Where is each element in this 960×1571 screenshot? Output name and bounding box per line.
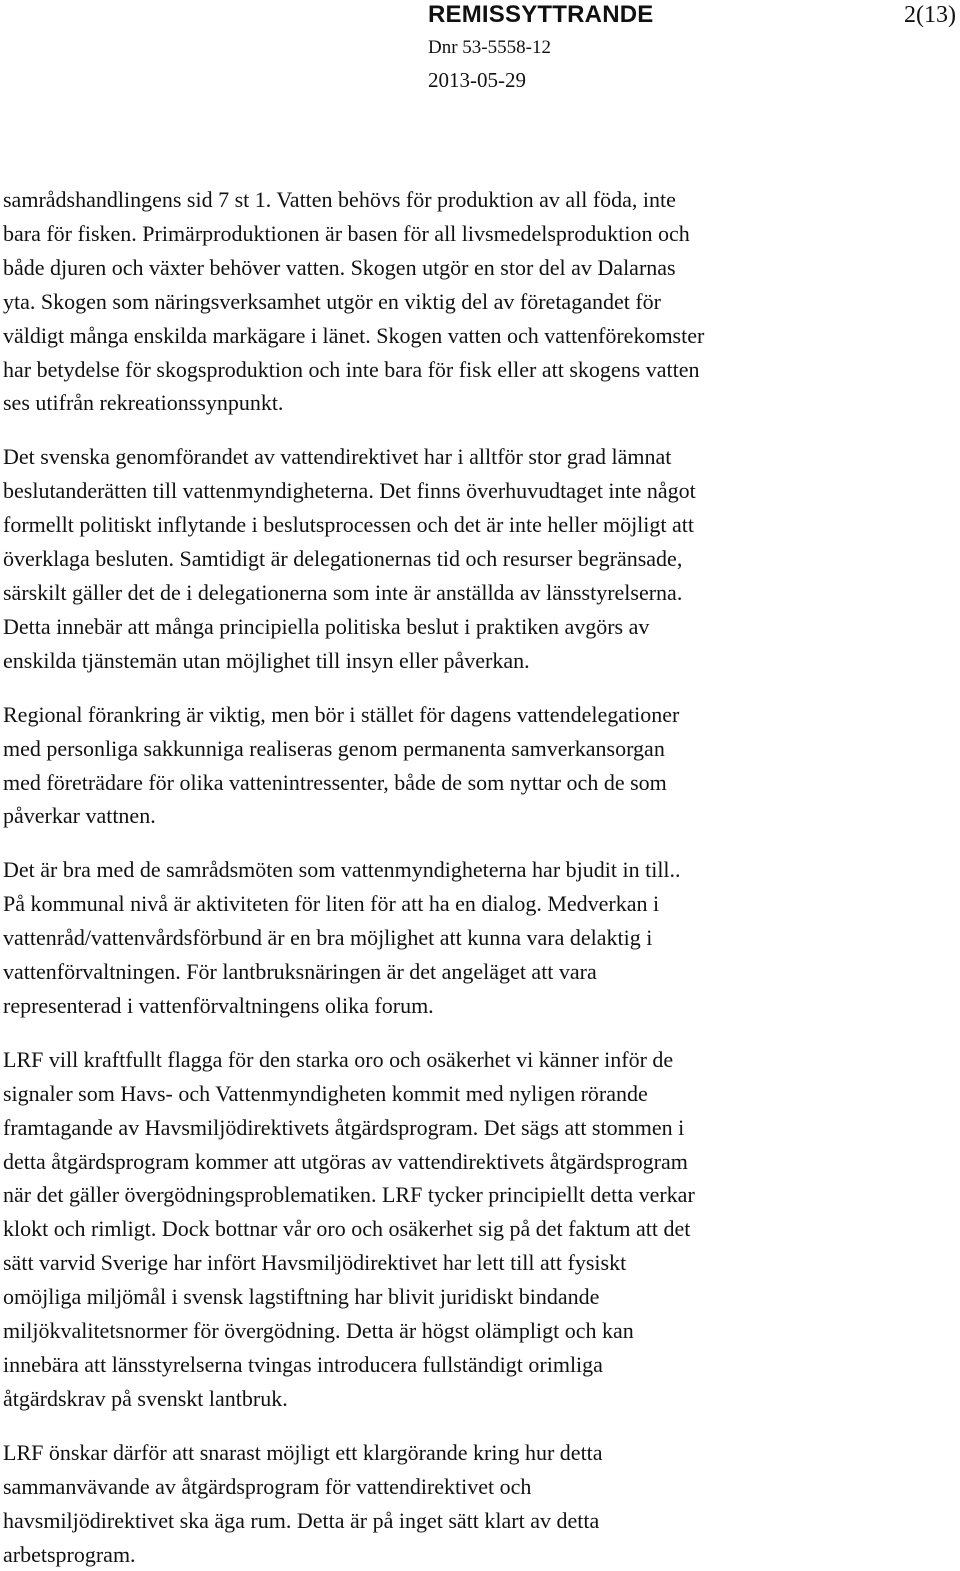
paragraph-line: miljökvalitetsnormer för övergödning. Detta är högst olämpligt och kan	[3, 1318, 634, 1344]
paragraph-line: vattenförvaltningen. För lantbruksnäringen är det angeläget att vara	[3, 959, 597, 985]
paragraph-line: sätt varvid Sverige har infört Havsmiljödirektivet har lett till att fysiskt	[3, 1250, 627, 1276]
body-paragraph	[3, 183, 955, 420]
paragraph-line: överklaga besluten. Samtidigt är delegationernas tid och resurser begränsade,	[3, 546, 683, 572]
body-paragraph	[3, 440, 955, 677]
paragraph-line: beslutanderätten till vattenmyndigheterna. Det finns överhuvudtaget inte något	[3, 478, 696, 504]
paragraph-line: vattenråd/vattenvårdsförbund är en bra möjlighet att kunna vara delaktig i	[3, 925, 653, 951]
paragraph-line: yta. Skogen som näringsverksamhet utgör en viktig del av företagandet för	[3, 288, 661, 314]
paragraph-line: arbetsprogram.	[3, 1541, 136, 1567]
paragraph-line: när det gäller övergödningsproblematiken. LRF tycker principiellt detta verkar	[3, 1182, 695, 1208]
document-date: 2013-05-29	[428, 68, 526, 92]
paragraph-line: har betydelse för skogsproduktion och inte bara för fisk eller att skogens vatten	[3, 356, 700, 382]
paragraph-line: Regional förankring är viktig, men bör i stället för dagens vattendelegationer	[3, 701, 680, 727]
paragraph-line: väldigt många enskilda markägare i länet. Skogen vatten och vattenförekomster	[3, 322, 705, 348]
body-paragraph	[3, 1436, 955, 1571]
paragraph-line: signaler som Havs- och Vattenmyndigheten kommit med nyligen rörande	[3, 1080, 648, 1106]
paragraph-line: påverkar vattnen.	[3, 803, 156, 829]
paragraph-line: åtgärdskrav på svenskt lantbruk.	[3, 1385, 288, 1411]
paragraph-line: med företrädare för olika vattenintressenter, både de som nyttar och de som	[3, 769, 667, 795]
page-number: 2(13)	[904, 2, 956, 28]
page-header	[0, 0, 960, 100]
paragraph-line: sammanvävande av åtgärdsprogram för vattendirektivet och	[3, 1473, 532, 1499]
paragraph-line: omöjliga miljömål i svensk lagstiftning har blivit juridiskt bindande	[3, 1284, 600, 1310]
paragraph-line: Det är bra med de samrådsmöten som vattenmyndigheterna har bjudit in till..	[3, 857, 681, 883]
body-paragraph	[3, 1043, 955, 1416]
paragraph-line: Det svenska genomförandet av vattendirektivet har i alltför stor grad lämnat	[3, 444, 672, 470]
paragraph-line: både djuren och växter behöver vatten. Skogen utgör en stor del av Dalarnas	[3, 254, 676, 280]
paragraph-line: representerad i vattenförvaltningens olika forum.	[3, 992, 434, 1018]
body-paragraph	[3, 698, 955, 834]
paragraph-line: Detta innebär att många principiella politiska beslut i praktiken avgörs av	[3, 613, 650, 639]
document-type-title: REMISSYTTRANDE	[428, 1, 654, 28]
paragraph-line: innebära att länsstyrelserna tvingas introducera fullständigt orimliga	[3, 1352, 603, 1377]
registration-number: Dnr 53-5558-12	[428, 37, 551, 58]
body-paragraph	[3, 853, 955, 1023]
paragraph-line: formellt politiskt inflytande i beslutsprocessen och det är inte heller möjligt att	[3, 512, 695, 538]
paragraph-line: framtagande av Havsmiljödirektivets åtgärdsprogram. Det sägs att stommen i	[3, 1114, 685, 1140]
paragraph-line: särskilt gäller det de i delegationerna som inte är anställda av länsstyrelserna.	[3, 579, 683, 605]
paragraph-line: klokt och rimligt. Dock bottnar vår oro och osäkerhet sig på det faktum att det	[3, 1216, 691, 1242]
paragraph-line: detta åtgärdsprogram kommer att utgöras av vattendirektivets åtgärdsprogram	[3, 1148, 688, 1174]
paragraph-line: ses utifrån rekreationssynpunkt.	[3, 390, 284, 416]
paragraph-line: samrådshandlingens sid 7 st 1. Vatten behövs för produktion av all föda, inte	[3, 187, 676, 212]
paragraph-line: enskilda tjänstemän utan möjlighet till insyn eller påverkan.	[3, 647, 530, 673]
paragraph-line: havsmiljödirektivet ska äga rum. Detta är på inget sätt klart av detta	[3, 1507, 600, 1533]
paragraph-line: På kommunal nivå är aktiviteten för liten för att ha en dialog. Medverkan i	[3, 891, 660, 917]
document-body	[3, 183, 955, 1571]
paragraph-line: LRF vill kraftfullt flagga för den starka oro och osäkerhet vi känner inför de	[3, 1046, 674, 1072]
paragraph-line: med personliga sakkunniga realiseras genom permanenta samverkansorgan	[3, 735, 665, 761]
paragraph-line: bara för fisken. Primärproduktionen är basen för all livsmedelsproduktion och	[3, 220, 690, 246]
paragraph-line: LRF önskar därför att snarast möjligt ett klargörande kring hur detta	[3, 1439, 603, 1465]
